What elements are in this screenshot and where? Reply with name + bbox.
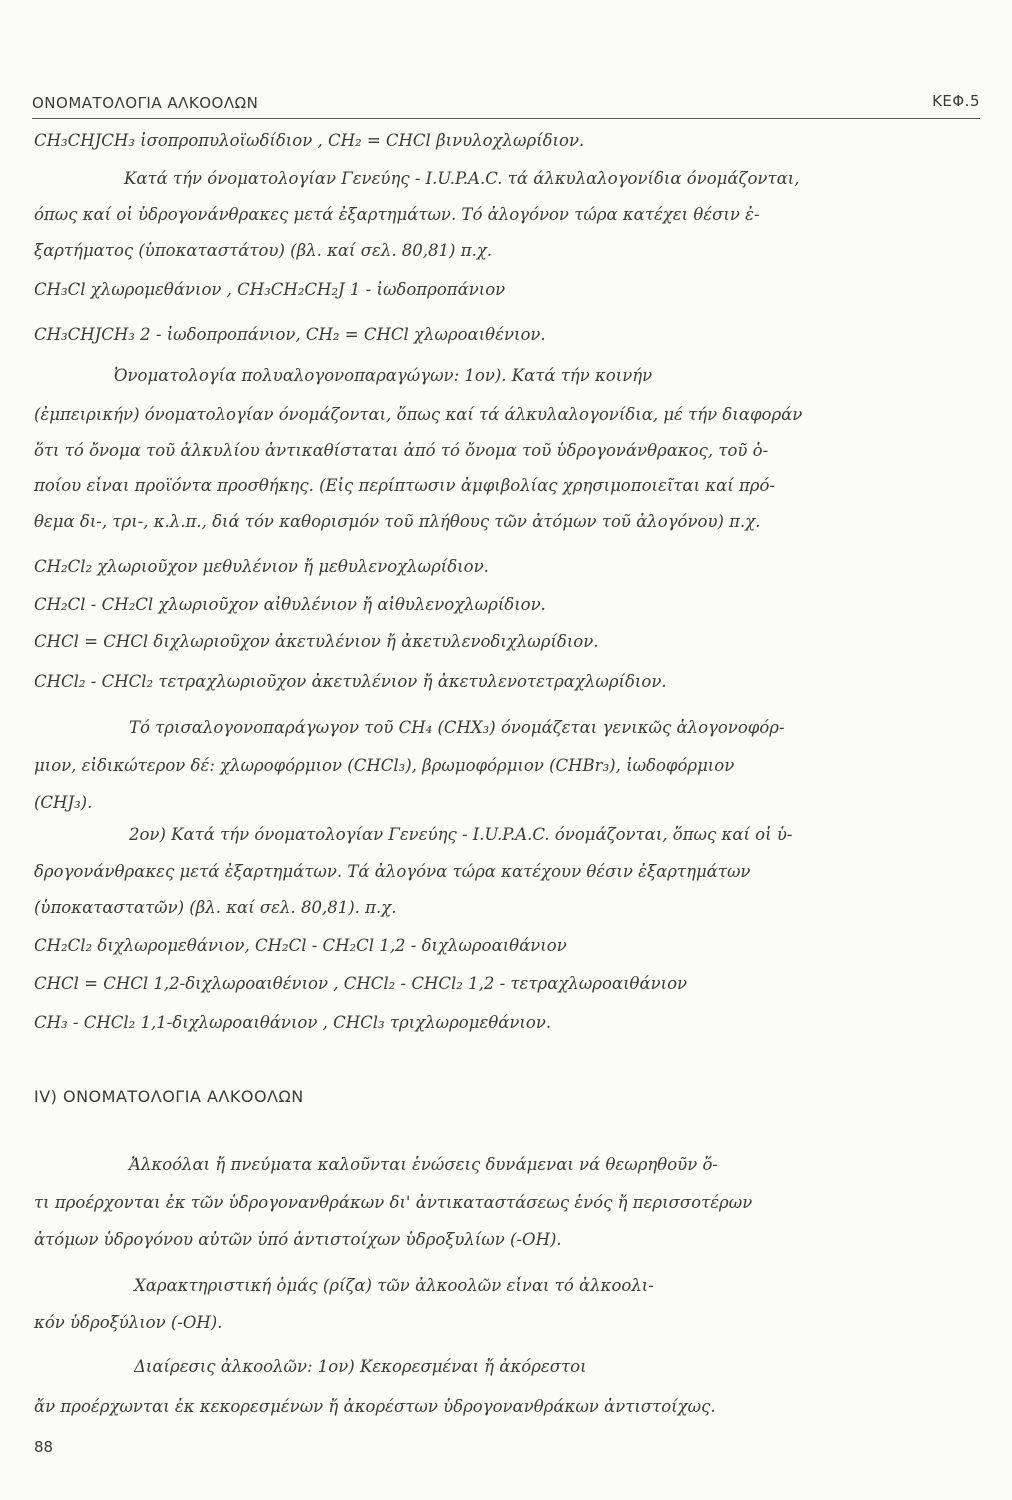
text-line: CHCl₂ - CHCl₂ τετραχλωριοῦχον ἀκετυλένιον ἤ ἀκετυλενοτετραχλωρίδιον.: [34, 672, 667, 691]
text-line: τι προέρχονται ἐκ τῶν ὑδρογονανθράκων δι' ἀντικαταστάσεως ἑνός ἤ περισσοτέρων: [34, 1193, 753, 1212]
text-line: ὅτι τό ὄνομα τοῦ ἀλκυλίου ἀντικαθίσταται ἀπό τό ὄνομα τοῦ ὑδρογονάνθρακος, τοῦ ὁ-: [34, 441, 769, 460]
text-line: CH₃CHJCH₃ ἰσοπροπυλοϊωδίδιον , CH₂ = CHCl βινυλοχλωρίδιον.: [34, 131, 585, 150]
text-line: (ἐμπειρικήν) όνοματολογίαν όνομάζονται, ὅπως καί τά άλκυλαλογονίδια, μέ τήν διαφοράν: [34, 405, 803, 424]
text-line: όπως καί οἱ ὑδρογονάνθρακες μετά ἐξαρτημάτων. Τό ἀλογόνον τώρα κατέχει θέσιν ἐ-: [34, 205, 760, 224]
text-line: CHCl = CHCl 1,2-διχλωροαιθένιον , CHCl₂ - CHCl₂ 1,2 - τετραχλωροαιθάνιον: [34, 974, 688, 993]
text-line: Ἀλκοόλαι ἤ πνεύματα καλοῦνται ἑνώσεις δυνάμεναι νά θεωρηθοῦν ὅ-: [129, 1155, 718, 1174]
text-line: 2ον) Κατά τήν όνοματολογίαν Γενεύης - I.U.P.A.C. όνομάζονται, ὅπως καί οἱ ὑ-: [129, 825, 793, 844]
text-line: θεμα δι-, τρι-, κ.λ.π., διά τόν καθορισμόν τοῦ πλήθους τῶν ἀτόμων τοῦ ἀλογόνου) π.χ.: [34, 512, 761, 531]
text-line: Ὀνοματολογία πολυαλογονοπαραγώγων: 1ον). Κατά τήν κοινήν: [114, 366, 653, 385]
text-line: Κατά τήν όνοματολογίαν Γενεύης - I.U.P.A.C. τά άλκυλαλογονίδια όνομάζονται,: [124, 169, 800, 188]
text-line: CH₃Cl χλωρομεθάνιον , CH₃CH₂CH₂J 1 - ἰωδοπροπάνιον: [34, 280, 506, 299]
text-line: ξαρτήματος (ὑποκαταστάτου) (βλ. καί σελ. 80,81) π.χ.: [34, 241, 493, 260]
text-line: CH₃CHJCH₃ 2 - ἰωδοπροπάνιον, CH₂ = CHCl χλωροαιθένιον.: [34, 325, 546, 344]
text-line: CH₂Cl₂ χλωριοῦχον μεθυλένιον ἤ μεθυλενοχλωρίδιον.: [34, 557, 489, 576]
text-line: (ὑποκαταστατῶν) (βλ. καί σελ. 80,81). π.χ.: [34, 898, 397, 917]
text-line: ποίου εἶναι προϊόντα προσθήκης. (Εἰς περίπτωσιν ἀμφιβολίας χρησιμοποιεῖται καί πρό-: [34, 476, 776, 495]
text-line: ἄν προέρχωνται ἐκ κεκορεσμένων ἤ ἀκορέστων ὑδρογονανθράκων ἀντιστοίχως.: [34, 1397, 716, 1416]
text-line: Τό τρισαλογονοπαράγωγον τοῦ CH₄ (CHX₃) όνομάζεται γενικῶς ἁλογονοφόρ-: [129, 718, 785, 737]
text-line: CH₂Cl - CH₂Cl χλωριοῦχον αἰθυλένιον ἤ αἰθυλενοχλωρίδιον.: [34, 595, 546, 614]
text-line: Χαρακτηριστική ὁμάς (ρίζα) τῶν ἀλκοολῶν εἶναι τό ἀλκοολι-: [134, 1276, 654, 1295]
text-line: CH₂Cl₂ διχλωρομεθάνιον, CH₂Cl - CH₂Cl 1,2 - διχλωροαιθάνιον: [34, 936, 567, 955]
text-line: CH₃ - CHCl₂ 1,1-διχλωροαιθάνιον , CHCl₃ τριχλωρομεθάνιον.: [34, 1013, 552, 1032]
text-line: ἀτόμων ὑδρογόνου αὐτῶν ὑπό ἀντιστοίχων ὑδροξυλίων (-OH).: [34, 1230, 562, 1249]
page-header: [32, 92, 980, 119]
header-title: ΟΝΟΜΑΤΟΛΟΓΙΑ ΑΛΚΟΟΛΩΝ: [32, 94, 259, 112]
page-number: 88: [34, 1438, 54, 1456]
text-line: Διαίρεσις ἀλκοολῶν: 1ον) Κεκορεσμέναι ἤ ἀκόρεστοι: [134, 1357, 587, 1376]
text-line: κόν ὑδροξύλιον (-OH).: [34, 1313, 223, 1332]
section-title: IV) ΟΝΟΜΑΤΟΛΟΓΙΑ ΑΛΚΟΟΛΩΝ: [34, 1087, 304, 1106]
text-line: (CHJ₃).: [34, 793, 93, 812]
text-line: μιον, εἰδικώτερον δέ: χλωροφόρμιον (CHCl₃), βρωμοφόρμιον (CHBr₃), ἰωδοφόρμιον: [34, 756, 735, 775]
text-line: CHCl = CHCl διχλωριοῦχον ἀκετυλένιον ἤ ἀκετυλενοδιχλωρίδιον.: [34, 632, 599, 651]
text-line: δρογονάνθρακες μετά ἐξαρτημάτων. Τά ἀλογόνα τώρα κατέχουν θέσιν ἐξαρτημάτων: [34, 862, 751, 881]
header-chapter: ΚΕΦ.5: [932, 92, 980, 110]
